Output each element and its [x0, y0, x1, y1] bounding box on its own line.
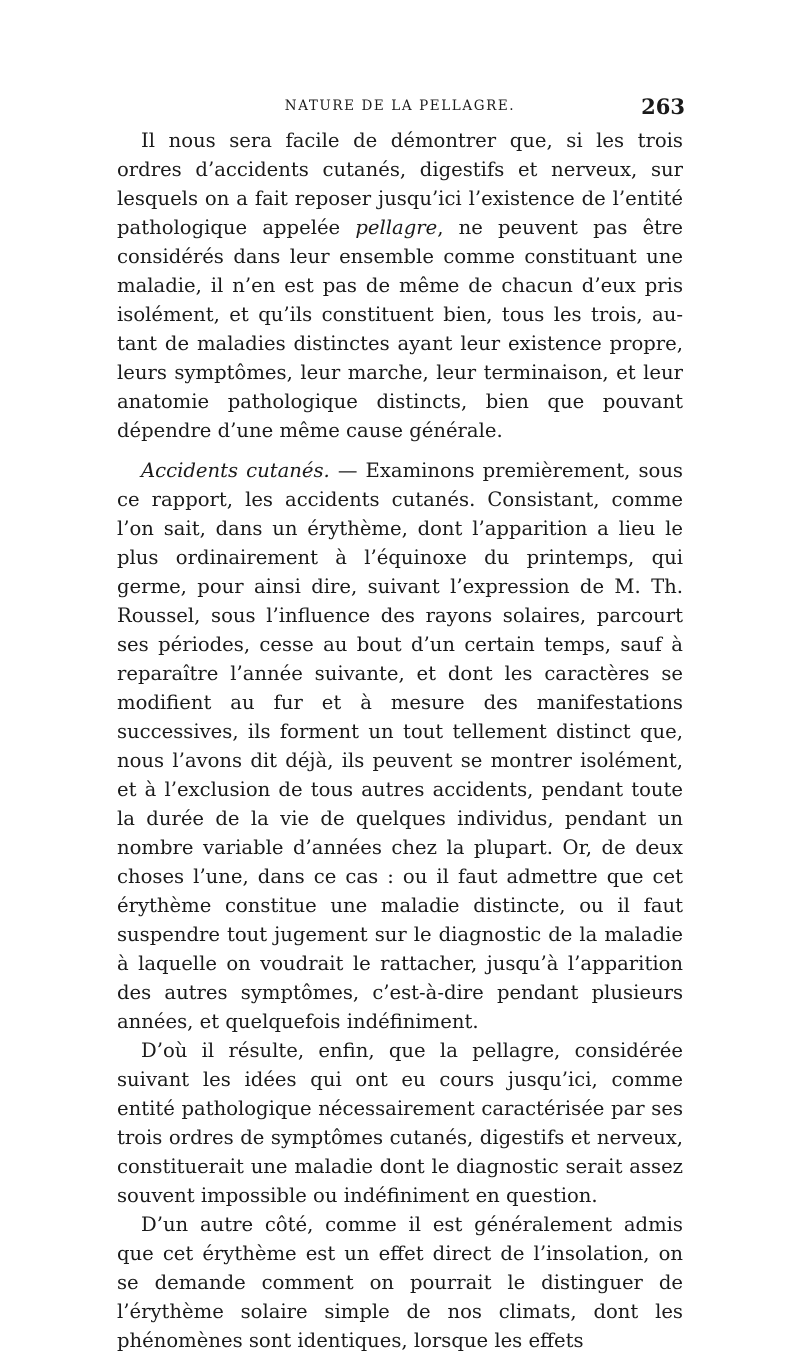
text-run: Il nous sera facile de démontrer que, si les trois ordres d’accidents cutanés, digestifs et nerveux, sur lesquels on a fait reposer jusqu’ici l’existence de l’entité pathologique appelée — [117, 129, 683, 239]
body-text — [117, 126, 683, 1355]
text-run: — Examinons premièrement, sous ce rapport, les accidents cutanés. Consistant, comme l’on sait, dans un érythème, dont l’apparition a lieu le plus ordinairement à l’équinoxe du printemps, qui germe, pour ainsi dire, suivant l’expression de M. Th. Roussel, sous l’influence des rayons solaires, parcourt ses périodes, cesse au bout d’un certain temps, sauf à reparaître l’année suivante, et dont les caractères se modifient au fur et à mesure des manifestations successives, ils forment un tout tellement distinct que, nous l’avons dit déjà, ils peuvent se montrer isolément, et à l’exclusion de tous autres accidents, pendant toute la durée de la vie de quelques individus, pendant un nombre variable d’années chez la plupart. Or, de deux choses l’une, dans ce cas : ou il faut admettre que cet érythème constitue une maladie distincte, ou il faut suspendre tout jugement sur le diagnostic de la maladie à laquelle on voudrait le rattacher, jusqu’à l’apparition des autres symptômes, c’est-à-dire pendant plusieurs années, et quelquefois indéfiniment. — [117, 459, 683, 1033]
running-head — [117, 96, 683, 126]
paragraph — [117, 126, 683, 445]
text-run: D’où il résulte, enfin, que la pellagre, considérée suivant les idées qui ont eu cours jusqu’ici, comme entité pathologique nécessairement caractérisée par ses trois ordres de symptômes cutanés, digestifs et nerveux, constituerait une maladie dont le diagnostic serait assez souvent impossible ou indéfiniment en question. — [117, 1039, 683, 1207]
running-title: NATURE DE LA PELLAGRE. — [284, 98, 516, 114]
italic-term-pellagre: pellagre — [355, 216, 438, 239]
text-run: D’un autre côté, comme il est généralement admis que cet érythème est un effet direct de l’insolation, on se demande comment on pourrait le distinguer de l’érythème solaire simple de nos climats, dont les phénomènes sont identiques, lorsque les effets — [117, 1213, 683, 1352]
paragraph — [117, 1036, 683, 1210]
text-run: , ne peuvent pas être considérés dans leur ensemble comme constituant une maladie, il n’en est pas de même de chacun d’eux pris isolément, et qu’ils constituent bien, tous les trois, autant de maladies distinctes ayant leur existence propre, leurs symptômes, leur marche, leur terminaison, et leur anatomie pathologique distincts, bien que pouvant dépendre d’une même cause générale. — [117, 216, 684, 442]
page-number: 263 — [641, 94, 685, 119]
paragraph — [117, 1210, 683, 1355]
paragraph — [117, 456, 683, 1036]
section-heading-accidents-cutanes: Accidents cutanés. — [141, 459, 330, 482]
